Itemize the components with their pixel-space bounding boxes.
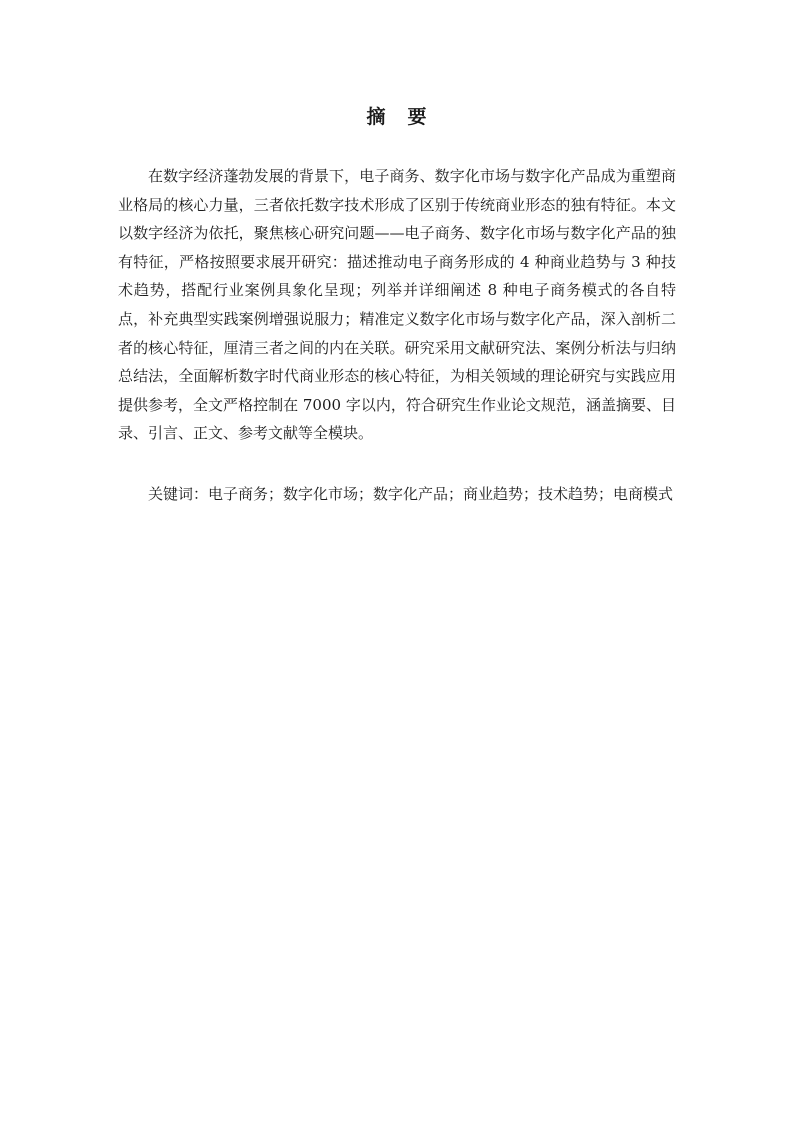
keywords-paragraph — [118, 480, 676, 509]
abstract-heading-char-1: 摘 — [366, 106, 386, 128]
abstract-paragraph: 在数字经济蓬勃发展的背景下，电子商务、数字化市场与数字化产品成为重塑商业格局的核心力量，三者依托数字技术形成了区别于传统商业形态的独有特征。本文以数字经济为依托，聚焦核心研究问题——电子商务、数字化市场与数字化产品的独有特征，严格按照要求展开研究：描述推动电子商务形成的 4 种商业趋势与 3 种技术趋势，搭配行业案例具象化呈现；列举并详细阐述 8 种电子商务模式的各自特点，补充典型实践案例增强说服力；精准定义数字化市场与数字化产品，深入剖析二者的核心特征，厘清三者之间的内在关联。研究采用文献研究法、案例分析法与归纳总结法，全面解析数字时代商业形态的核心特征，为相关领域的理论研究与实践应用提供参考，全文严格控制在 7000 字以内，符合研究生作业论文规范，涵盖摘要、目录、引言、正文、参考文献等全模块。 — [118, 167, 676, 443]
keywords-label: 关键词： — [148, 485, 209, 503]
abstract-heading-char-2: 要 — [407, 106, 427, 128]
keywords-list: 电子商务；数字化市场；数字化产品；商业趋势；技术趋势；电商模式 — [208, 485, 674, 503]
abstract-heading — [0, 104, 793, 130]
